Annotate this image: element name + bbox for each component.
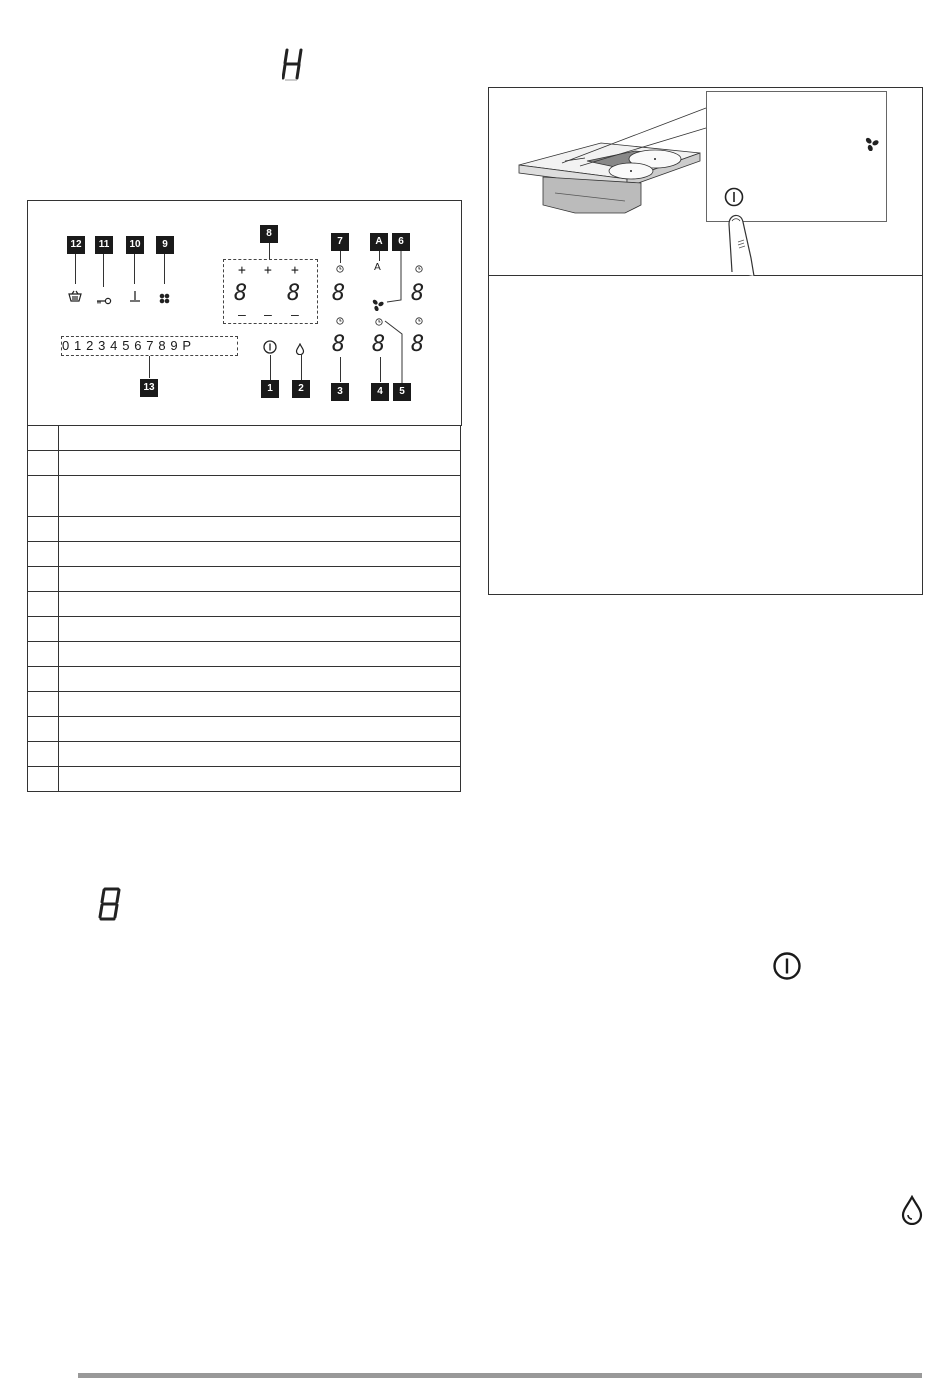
- callout-2: 2: [292, 380, 310, 398]
- table-cell: [59, 426, 461, 451]
- timer-display: 8: [411, 281, 425, 306]
- fan-icon[interactable]: [372, 296, 384, 315]
- table-row: [28, 592, 461, 617]
- table-row: [28, 642, 461, 667]
- bridge-icon: [159, 289, 170, 308]
- table-cell: [59, 717, 461, 742]
- fan-display: 8: [372, 332, 386, 357]
- table-row: [28, 542, 461, 567]
- finger-illustration: [726, 206, 766, 280]
- timer-icon: [415, 265, 423, 275]
- callout-10: 10: [126, 236, 144, 254]
- leader-line: [385, 250, 405, 305]
- leader-line: [134, 254, 135, 284]
- table-row: [28, 567, 461, 592]
- table-cell: [28, 517, 59, 542]
- minus-sign[interactable]: –: [291, 308, 299, 323]
- segment-display-8: [98, 886, 122, 926]
- leader-line: [301, 354, 302, 380]
- timer-display: 8: [411, 332, 425, 357]
- timer-display: 8: [332, 281, 346, 306]
- table-row: [28, 451, 461, 476]
- table-cell: [59, 617, 461, 642]
- table-row: [28, 692, 461, 717]
- table-cell: [59, 742, 461, 767]
- callout-9: 9: [156, 236, 174, 254]
- table-cell: [28, 667, 59, 692]
- leader-line: [269, 243, 270, 259]
- drop-icon[interactable]: [900, 1195, 924, 1229]
- timer-display: 8: [332, 332, 346, 357]
- table-cell: [59, 767, 461, 792]
- table-row: [28, 476, 461, 517]
- table-row: [28, 742, 461, 767]
- table-cell: [28, 617, 59, 642]
- drop-icon[interactable]: [295, 340, 305, 359]
- zone-display: 8: [234, 281, 248, 306]
- callout-4: 4: [371, 383, 389, 401]
- legend-table: [27, 425, 461, 792]
- table-row: [28, 717, 461, 742]
- table-cell: [59, 642, 461, 667]
- table-cell: [28, 451, 59, 476]
- timer-icon: [375, 318, 383, 328]
- segment-display-h: [282, 47, 304, 81]
- table-row: [28, 617, 461, 642]
- power-icon[interactable]: [772, 951, 802, 985]
- table-cell: [59, 451, 461, 476]
- callout-13: 13: [140, 379, 158, 397]
- divider: [488, 275, 923, 276]
- leader-line: [103, 254, 104, 287]
- table-cell: [28, 426, 59, 451]
- footer-rule: [78, 1373, 922, 1378]
- callout-8: 8: [260, 225, 278, 243]
- leader-line: [164, 254, 165, 284]
- leader-line: [340, 251, 341, 263]
- callout-a: A: [370, 233, 388, 251]
- minus-sign[interactable]: –: [264, 308, 272, 323]
- callout-6: 6: [392, 233, 410, 251]
- table-cell: [59, 592, 461, 617]
- leader-line: [340, 357, 341, 382]
- table-cell: [28, 692, 59, 717]
- leader-line: [379, 251, 380, 261]
- auto-mode-label: A: [374, 262, 381, 273]
- table-cell: [59, 692, 461, 717]
- fan-icon[interactable]: [865, 136, 879, 155]
- table-cell: [59, 476, 461, 517]
- callout-11: 11: [95, 236, 113, 254]
- key-lock-icon: [96, 290, 112, 309]
- callout-12: 12: [67, 236, 85, 254]
- table-cell: [59, 542, 461, 567]
- zoom-lines: [560, 88, 710, 168]
- table-row: [28, 767, 461, 792]
- table-cell: [28, 767, 59, 792]
- table-cell: [59, 517, 461, 542]
- timer-icon: [336, 265, 344, 275]
- callout-3: 3: [331, 383, 349, 401]
- plus-sign[interactable]: +: [291, 263, 299, 278]
- table-cell: [28, 642, 59, 667]
- callout-1: 1: [261, 380, 279, 398]
- leader-line: [270, 355, 271, 380]
- table-cell: [28, 592, 59, 617]
- table-cell: [28, 567, 59, 592]
- leader-line: [384, 320, 409, 384]
- table-cell: [59, 667, 461, 692]
- power-scale-labels: 0 1 2 3 4 5 6 7 8 9 P: [62, 338, 192, 353]
- stop-icon: [129, 287, 141, 306]
- basket-icon: [68, 287, 82, 306]
- minus-sign[interactable]: –: [238, 308, 246, 323]
- table-row: [28, 517, 461, 542]
- plus-sign[interactable]: +: [238, 263, 246, 278]
- table-cell: [28, 717, 59, 742]
- table-cell: [59, 567, 461, 592]
- table-row: [28, 667, 461, 692]
- timer-icon: [415, 317, 423, 327]
- table-cell: [28, 742, 59, 767]
- table-cell: [28, 542, 59, 567]
- leader-line: [380, 357, 381, 382]
- table-cell: [28, 476, 59, 517]
- callout-5: 5: [393, 383, 411, 401]
- plus-sign[interactable]: +: [264, 263, 272, 278]
- table-row: [28, 426, 461, 451]
- timer-icon: [336, 317, 344, 327]
- leader-line: [149, 356, 150, 378]
- zone-display: 8: [287, 281, 301, 306]
- leader-line: [75, 254, 76, 284]
- callout-7: 7: [331, 233, 349, 251]
